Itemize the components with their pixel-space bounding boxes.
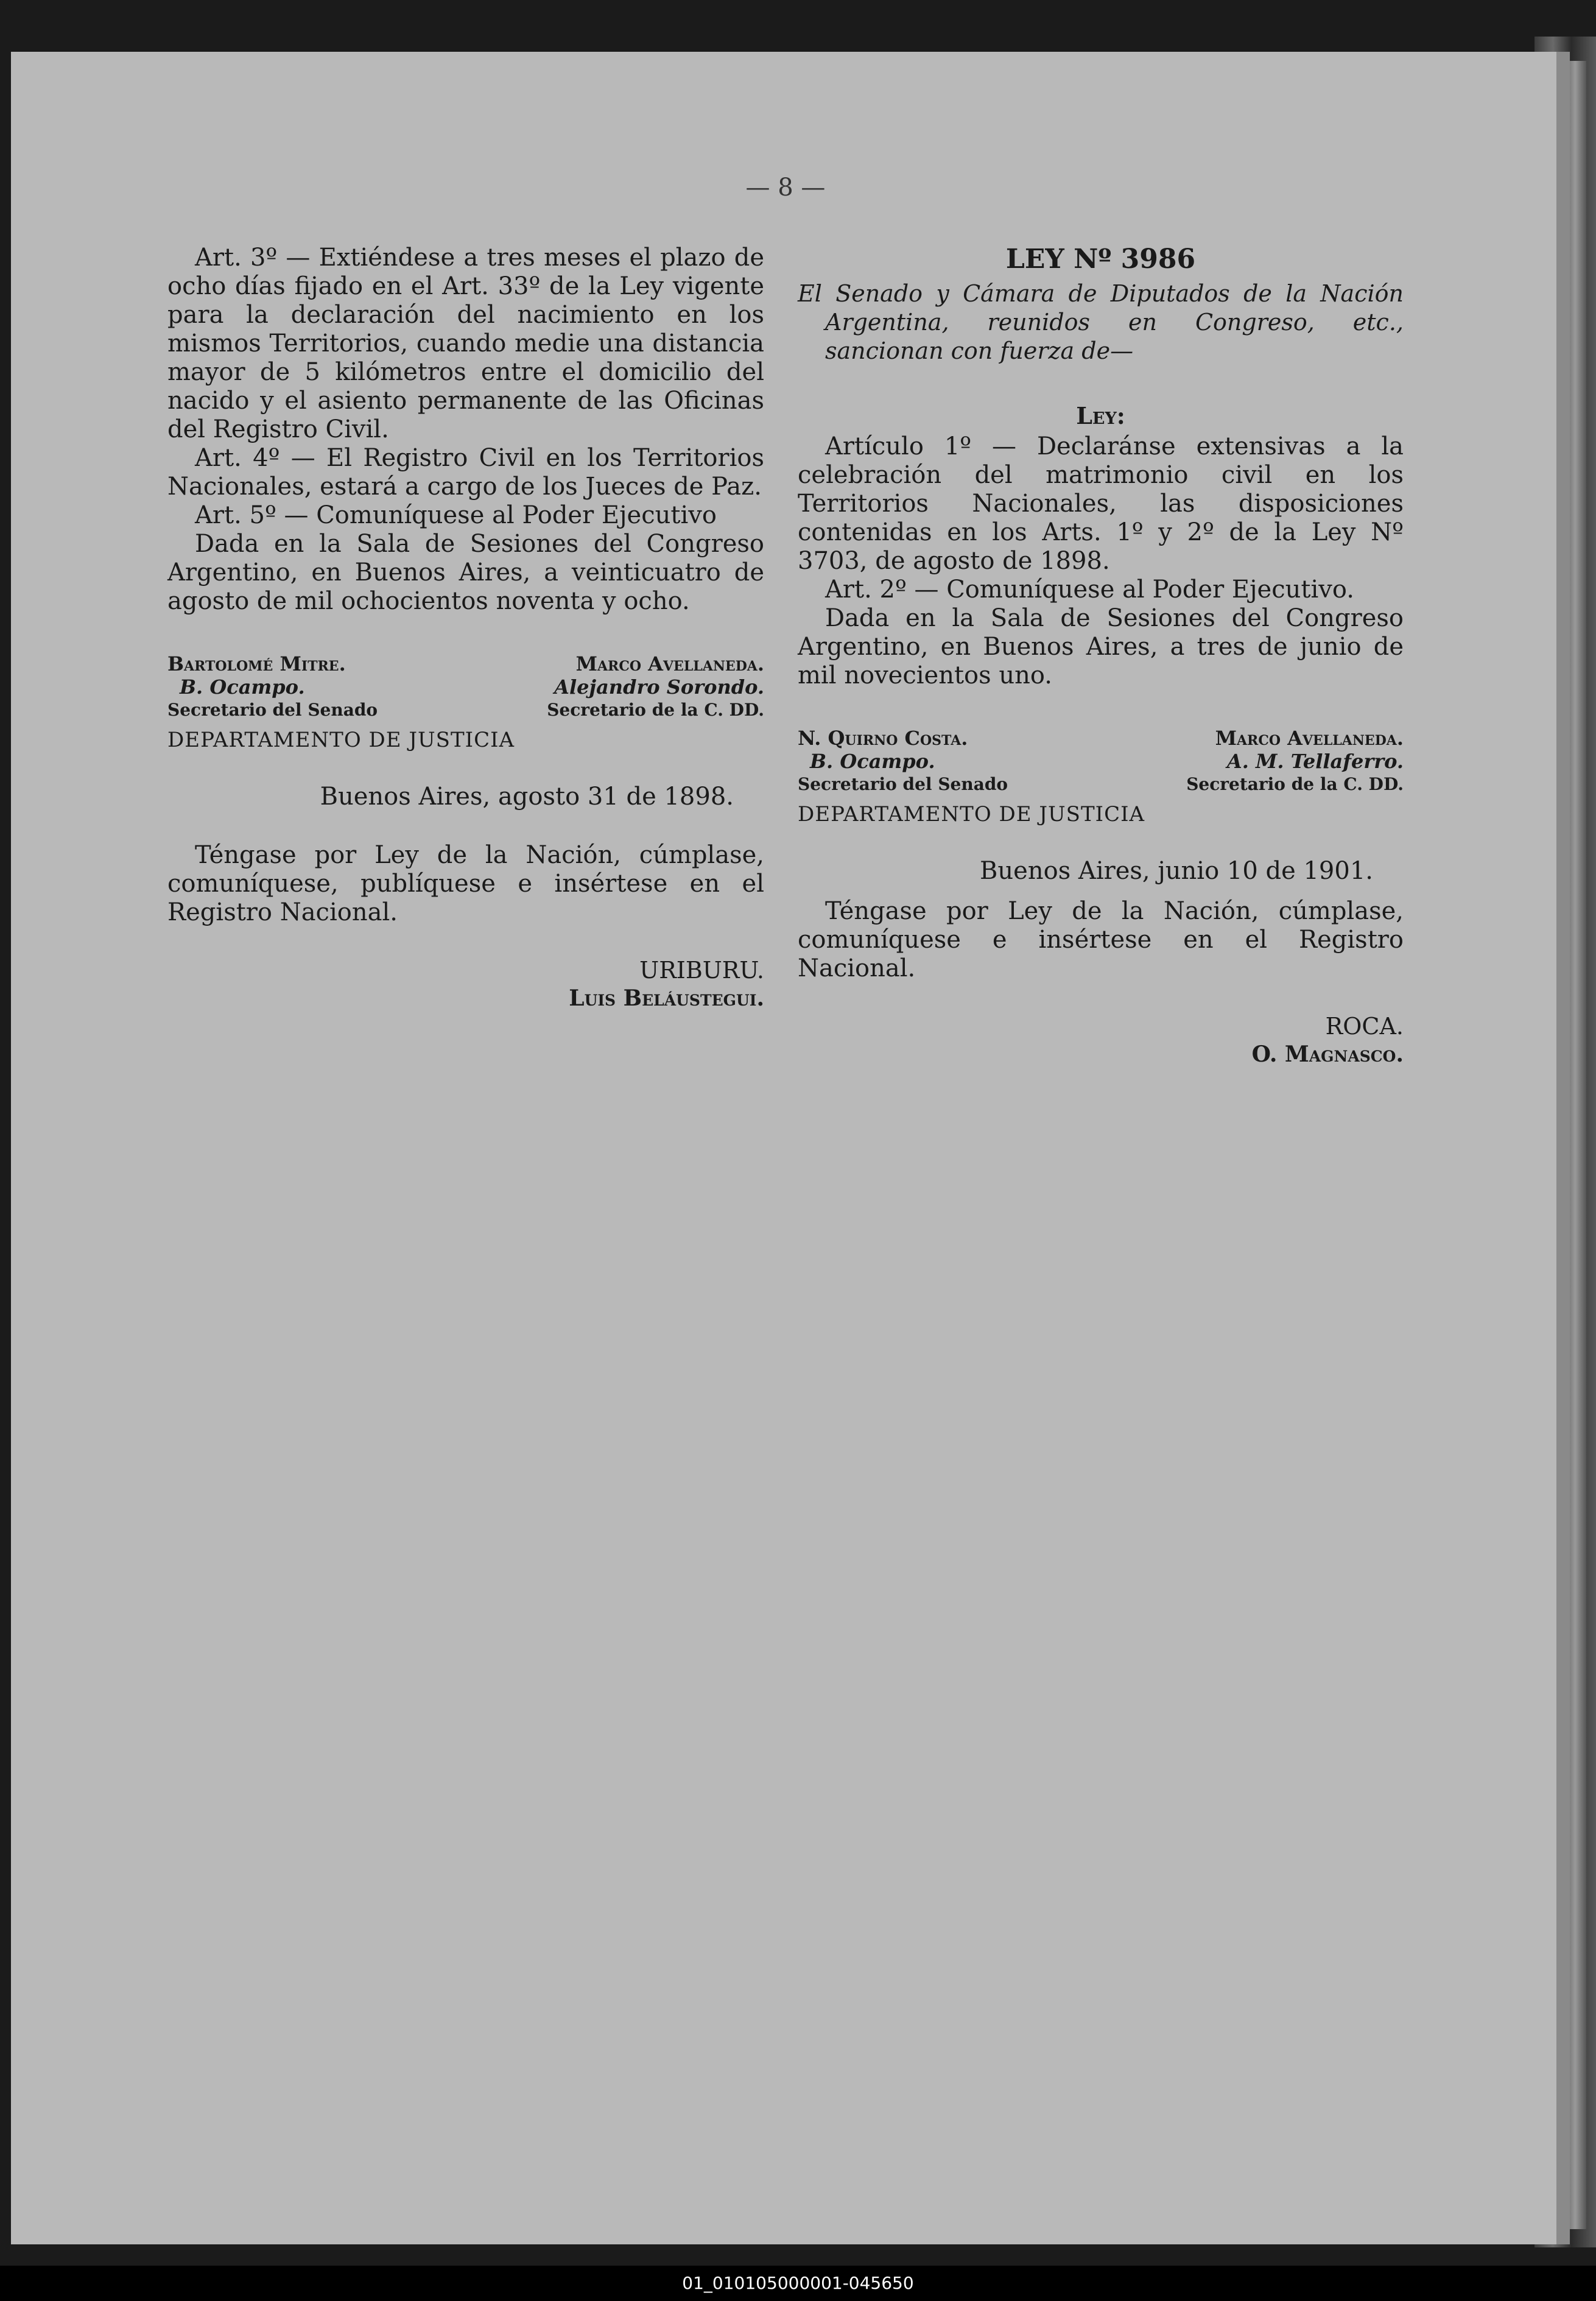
signature-secretary: A. M. Tellaferro. (1226, 750, 1404, 773)
signature-secretary: B. Ocampo. (180, 675, 305, 699)
final-signature-minister: O. Magnasco. (1251, 1041, 1404, 1067)
right-article-2: Art. 2º — Comuníquese al Poder Ejecutivo. (825, 576, 1354, 604)
signature-secretary: Alejandro Sorondo. (554, 675, 764, 699)
left-signatures (167, 652, 764, 722)
right-signatures (798, 727, 1404, 796)
left-final-signatures (167, 956, 764, 1012)
left-given-clause: Dada en la Sala de Sesiones del Congreso Argentino, en Buenos Aires, a veinticuatro de agosto de mil ochocientos noventa y ocho. (167, 530, 764, 615)
right-column (798, 244, 1404, 1068)
left-department: DEPARTAMENTO DE JUSTICIA (167, 728, 515, 752)
left-column (167, 244, 764, 1012)
signature-name: N. Quirno Costa. (798, 727, 968, 750)
right-date: Buenos Aires, junio 10 de 1901. (980, 857, 1373, 885)
left-article-4: Art. 4º — El Registro Civil en los Territorios Nacionales, estará a cargo de los Jueces de Paz. (167, 444, 764, 501)
page-edge (1568, 61, 1586, 2229)
signature-secretary: B. Ocampo. (810, 750, 935, 773)
left-decree: Téngase por Ley de la Nación, cúmplase, comuníquese, publíquese e insértese en el Registro Nacional. (167, 841, 764, 926)
left-date: Buenos Aires, agosto 31 de 1898. (320, 783, 734, 811)
signature-title: Secretario de la C. DD. (1186, 774, 1404, 794)
left-signature-chamber (542, 652, 764, 722)
signature-title: Secretario de la C. DD. (547, 700, 764, 720)
left-article-5: Art. 5º — Comuníquese al Poder Ejecutivo (195, 501, 717, 529)
right-decree: Téngase por Ley de la Nación, cúmplase, comuníquese e insértese en el Registro Nacional. (798, 897, 1404, 982)
left-article-3: Art. 3º — Extiéndese a tres meses el plazo de ocho días fijado en el Art. 33º de la Ley vigente para la declaración del nacimiento en los mismos Territorios, cuando medie una distancia mayor de 5 kilómetros entre el domicilio del nacido y el asiento permanente de las Oficinas del Registro Civil. (167, 244, 764, 443)
page-number: — 8 — (745, 174, 826, 202)
right-department: DEPARTAMENTO DE JUSTICIA (798, 802, 1145, 826)
archive-id-footer: 01_010105000001-045650 (0, 2266, 1596, 2301)
signature-title: Secretario del Senado (167, 700, 378, 720)
signature-name: Marco Avellaneda. (1215, 727, 1404, 750)
right-final-signatures (798, 1012, 1404, 1068)
signature-name: Marco Avellaneda. (575, 652, 764, 675)
signature-title: Secretario del Senado (798, 774, 1008, 794)
left-signature-senate (167, 652, 378, 722)
signature-name: Bartolomé Mitre. (167, 652, 346, 675)
final-signature-president: URIBURU. (639, 957, 764, 984)
law-preamble: El Senado y Cámara de Diputados de la Nación Argentina, reunidos en Congreso, etc., sancionan con fuerza de— (798, 280, 1404, 364)
final-signature-minister: Luis Beláustegui. (569, 985, 764, 1011)
final-signature-president: ROCA. (1325, 1013, 1404, 1040)
ley-label: Ley: (1076, 402, 1125, 429)
right-signature-senate (798, 727, 1008, 796)
right-article-1: Artículo 1º — Declaránse extensivas a la celebración del matrimonio civil en los Territorios Nacionales, las disposiciones contenidas en los Arts. 1º y 2º de la Ley Nº 3703, de agosto de 1898. (798, 432, 1404, 575)
law-title: LEY Nº 3986 (1005, 244, 1196, 275)
right-signature-chamber (1186, 727, 1404, 796)
right-given-clause: Dada en la Sala de Sesiones del Congreso Argentino, en Buenos Aires, a tres de junio de mil novecientos uno. (798, 604, 1404, 689)
